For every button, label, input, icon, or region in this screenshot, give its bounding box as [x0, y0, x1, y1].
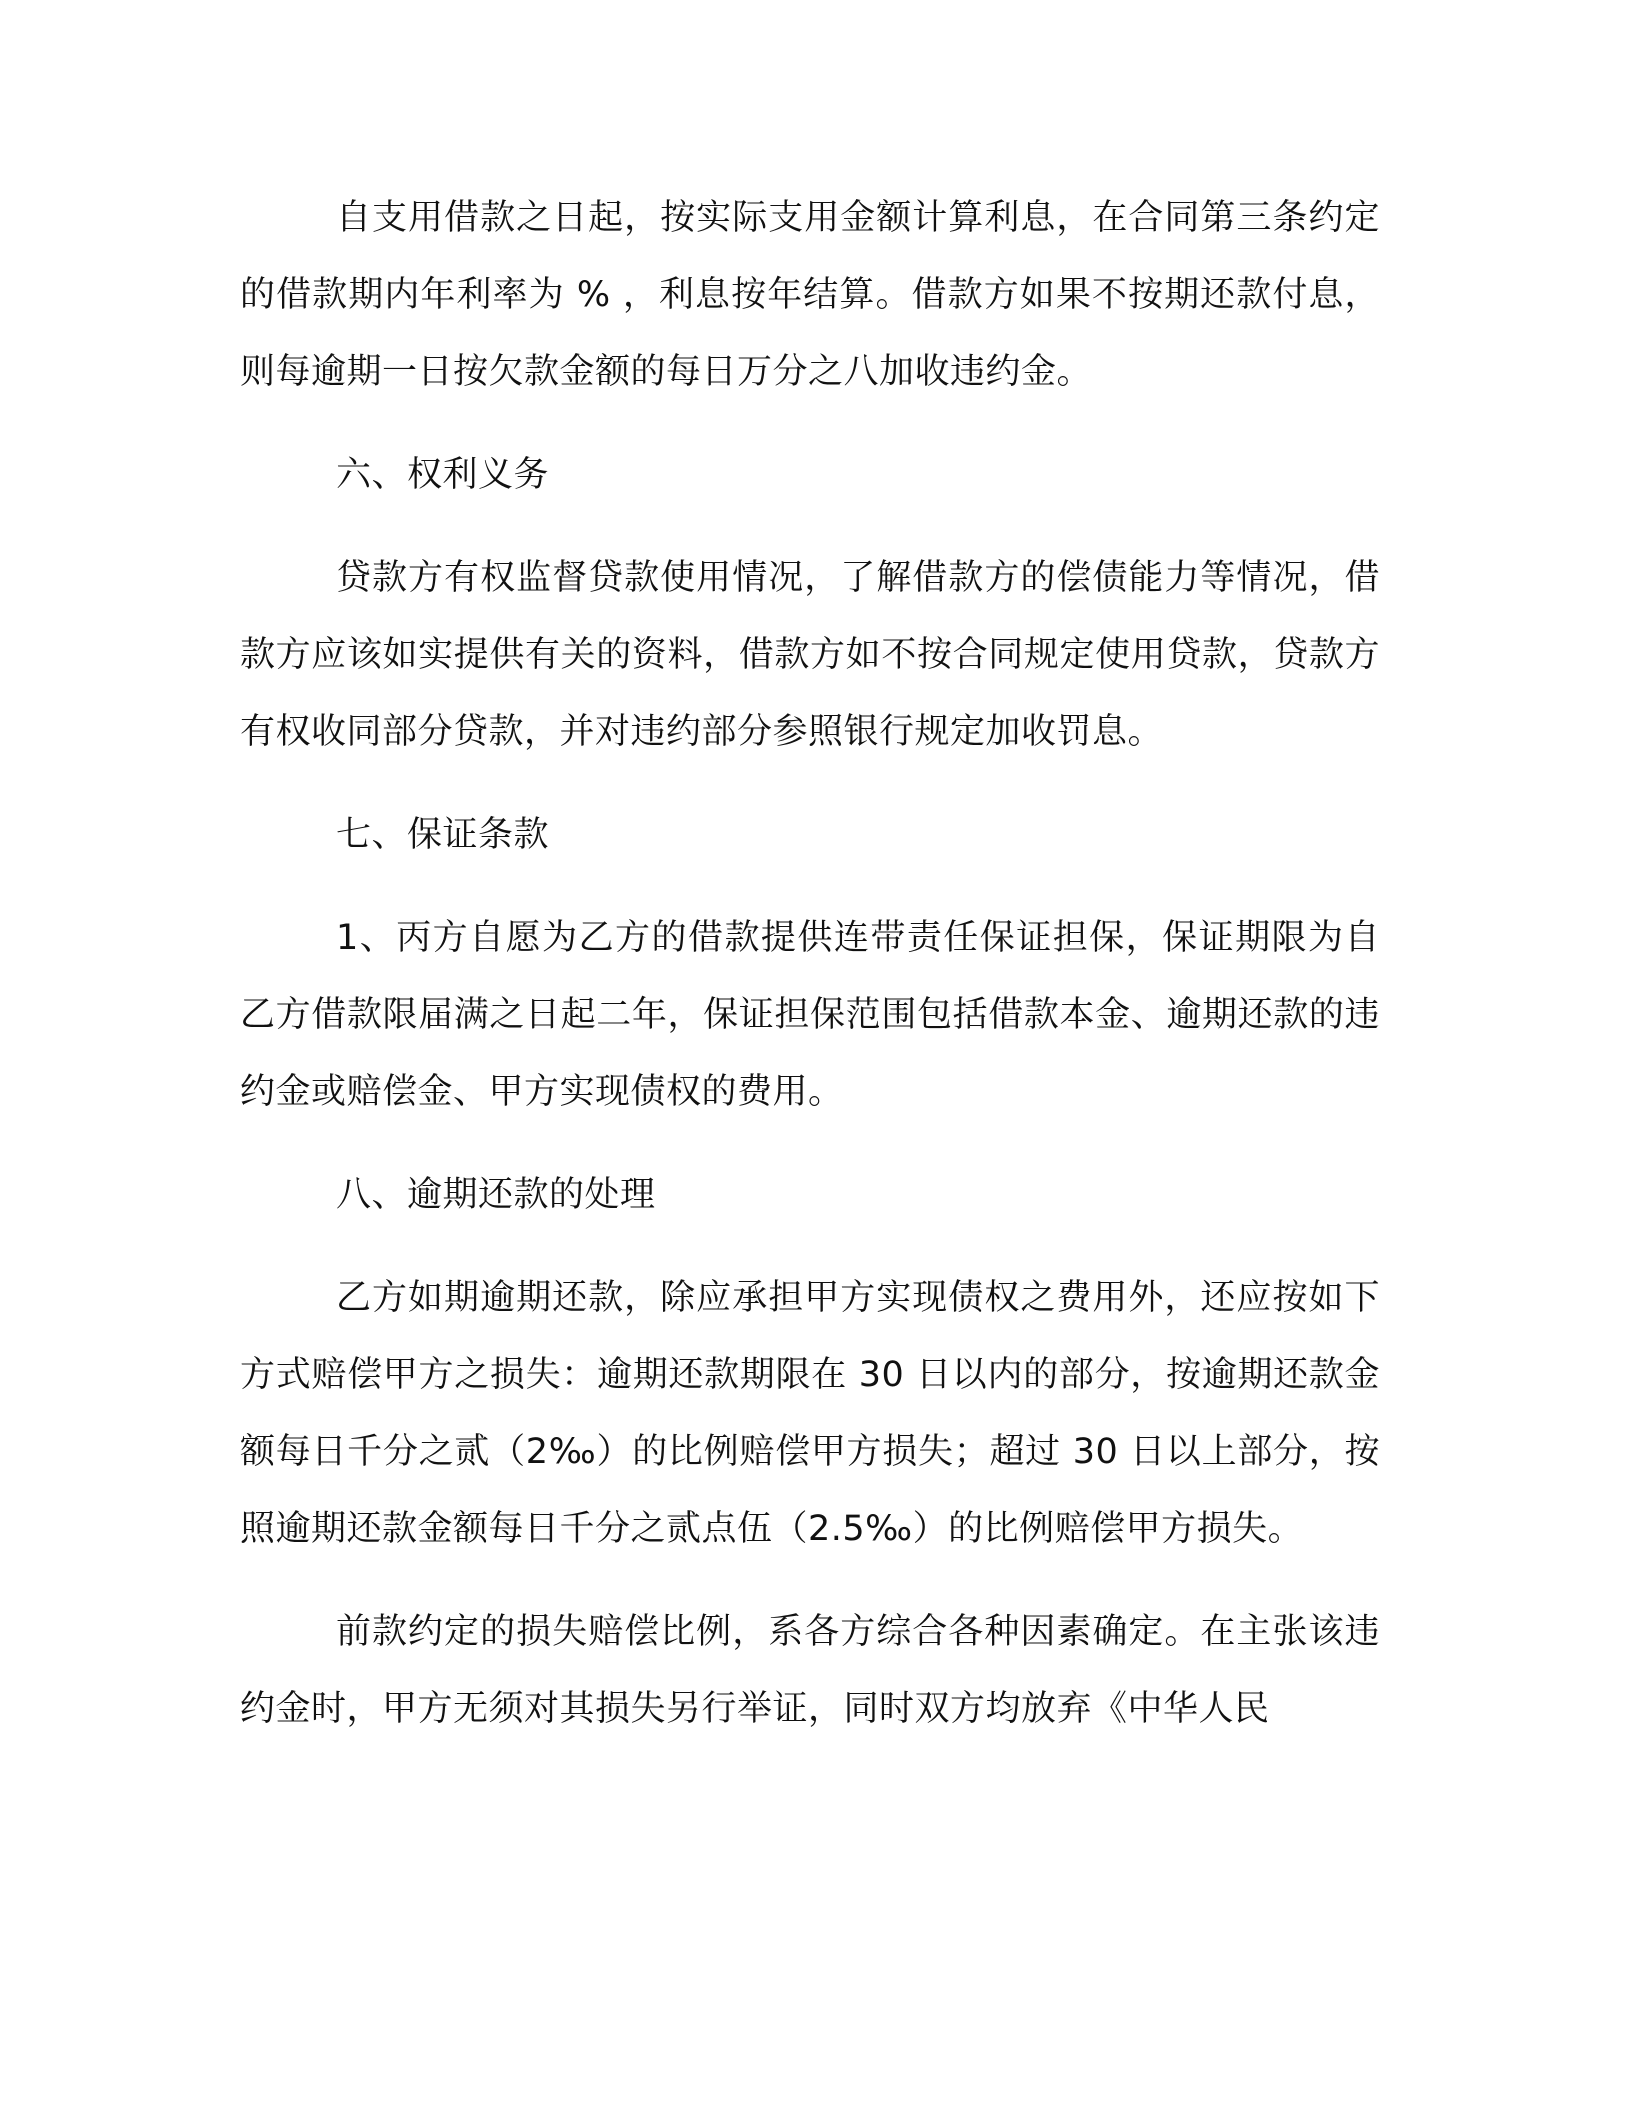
document-page — [240, 180, 1380, 1774]
paragraph-overdue-compensation: 乙方如期逾期还款，除应承担甲方实现债权之费用外，还应按如下方式赔偿甲方之损失：逾期还款期限在 30 日以内的部分，按逾期还款金额每日千分之贰（2‰）的比例赔偿甲方损失；超过 30 日以上部分，按照逾期还款金额每日千分之贰点伍（2.5‰）的比例赔偿甲方损失。 — [240, 1278, 1380, 1549]
section-heading-rights-obligations: 六、权利义务 — [336, 455, 550, 495]
paragraph-interest-terms: 自支用借款之日起，按实际支用金额计算利息，在合同第三条约定的借款期内年利率为 % ，利息按年结算。借款方如果不按期还款付息，则每逾期一日按欠款金额的每日万分之八加收违约金。 — [240, 198, 1380, 392]
section-heading-guarantee-terms: 七、保证条款 — [336, 815, 550, 855]
paragraph-supervision-rights: 贷款方有权监督贷款使用情况，了解借款方的偿债能力等情况，借款方应该如实提供有关的资料，借款方如不按合同规定使用贷款，贷款方有权收同部分贷款，并对违约部分参照银行规定加收罚息。 — [240, 558, 1380, 752]
section-heading-overdue-handling: 八、逾期还款的处理 — [336, 1175, 656, 1215]
paragraph-guarantee-clause: 1、丙方自愿为乙方的借款提供连带责任保证担保，保证期限为自乙方借款限届满之日起二年，保证担保范围包括借款本金、逾期还款的违约金或赔偿金、甲方实现债权的费用。 — [240, 918, 1380, 1112]
paragraph-penalty-ratio: 前款约定的损失赔偿比例，系各方综合各种因素确定。在主张该违约金时，甲方无须对其损失另行举证，同时双方均放弃《中华人民 — [240, 1612, 1380, 1729]
